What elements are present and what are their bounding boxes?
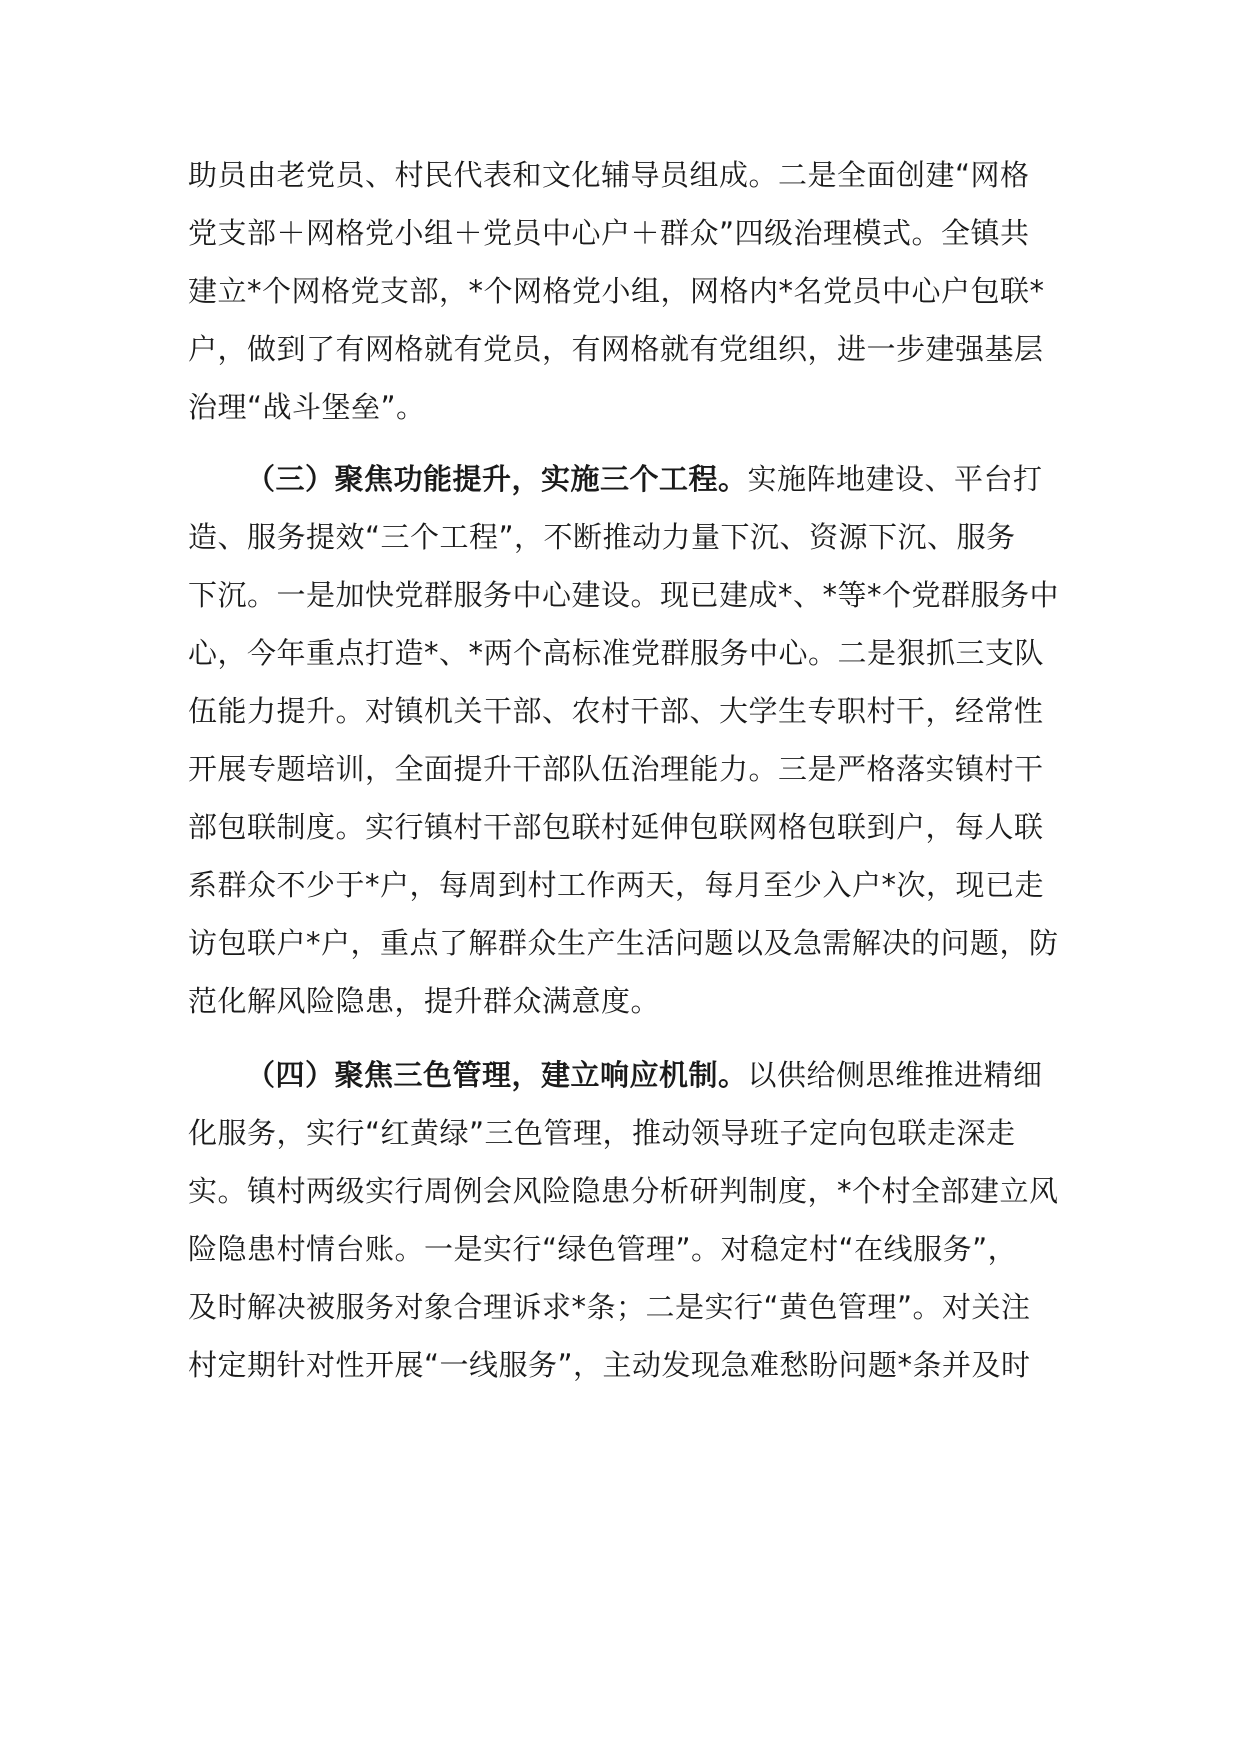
paragraph-2-line-7: 部包联制度。实行镇村干部包联村延伸包联网格包联到户，每人联: [188, 810, 1044, 844]
paragraph-1-line-5: 治理“战斗堡垒”。: [188, 390, 426, 424]
paragraph-3-line-5: 及时解决被服务对象合理诉求*条；二是实行“黄色管理”。对关注: [188, 1290, 1031, 1324]
paragraph-2-heading: （三）聚焦功能提升，实施三个工程。: [246, 462, 748, 496]
paragraph-3-line-4: 险隐患村情台账。一是实行“绿色管理”。对稳定村“在线服务”，: [188, 1232, 1018, 1266]
paragraph-2-line-4: 心，今年重点打造*、*两个高标准党群服务中心。二是狠抓三支队: [188, 636, 1045, 670]
paragraph-2-line-3: 下沉。一是加快党群服务中心建设。现已建成*、*等*个党群服务中: [188, 578, 1060, 612]
paragraph-2-line-8: 系群众不少于*户，每周到村工作两天，每月至少入户*次，现已走: [188, 868, 1045, 902]
paragraph-1-line-3: 建立*个网格党支部，*个网格党小组，网格内*名党员中心户包联*: [188, 274, 1045, 308]
paragraph-1-line-2: 党支部＋网格党小组＋党员中心户＋群众”四级治理模式。全镇共: [188, 216, 1030, 250]
paragraph-2-line-6: 开展专题培训，全面提升干部队伍治理能力。三是严格落实镇村干: [188, 752, 1044, 786]
paragraph-3-first-line-text: 以供给侧思维推进精细: [747, 1058, 1043, 1092]
paragraph-2-first-line-text: 实施阵地建设、平台打: [747, 462, 1043, 496]
paragraph-2-line-5: 伍能力提升。对镇机关干部、农村干部、大学生专职村干，经常性: [188, 694, 1044, 728]
paragraph-3-line-3: 实。镇村两级实行周例会风险隐患分析研判制度，*个村全部建立风: [188, 1174, 1059, 1208]
paragraph-3-first-line: [246, 1052, 1043, 1098]
paragraph-2-line-10: 范化解风险隐患，提升群众满意度。: [188, 984, 661, 1018]
paragraph-2-line-2: 造、服务提效“三个工程”，不断推动力量下沉、资源下沉、服务: [188, 520, 1016, 554]
paragraph-1-line-1: 助员由老党员、村民代表和文化辅导员组成。二是全面创建“网格: [188, 158, 1030, 192]
paragraph-3-heading: （四）聚焦三色管理，建立响应机制。: [246, 1058, 748, 1092]
paragraph-2-line-9: 访包联户*户，重点了解群众生产生活问题以及急需解决的问题，防: [188, 926, 1059, 960]
paragraph-1-line-4: 户，做到了有网格就有党员，有网格就有党组织，进一步建强基层: [188, 332, 1044, 366]
paragraph-3-line-2: 化服务，实行“红黄绿”三色管理，推动领导班子定向包联走深走: [188, 1116, 1016, 1150]
paragraph-2-first-line: [246, 456, 1043, 502]
paragraph-3-line-6: 村定期针对性开展“一线服务”，主动发现急难愁盼问题*条并及时: [188, 1348, 1031, 1382]
